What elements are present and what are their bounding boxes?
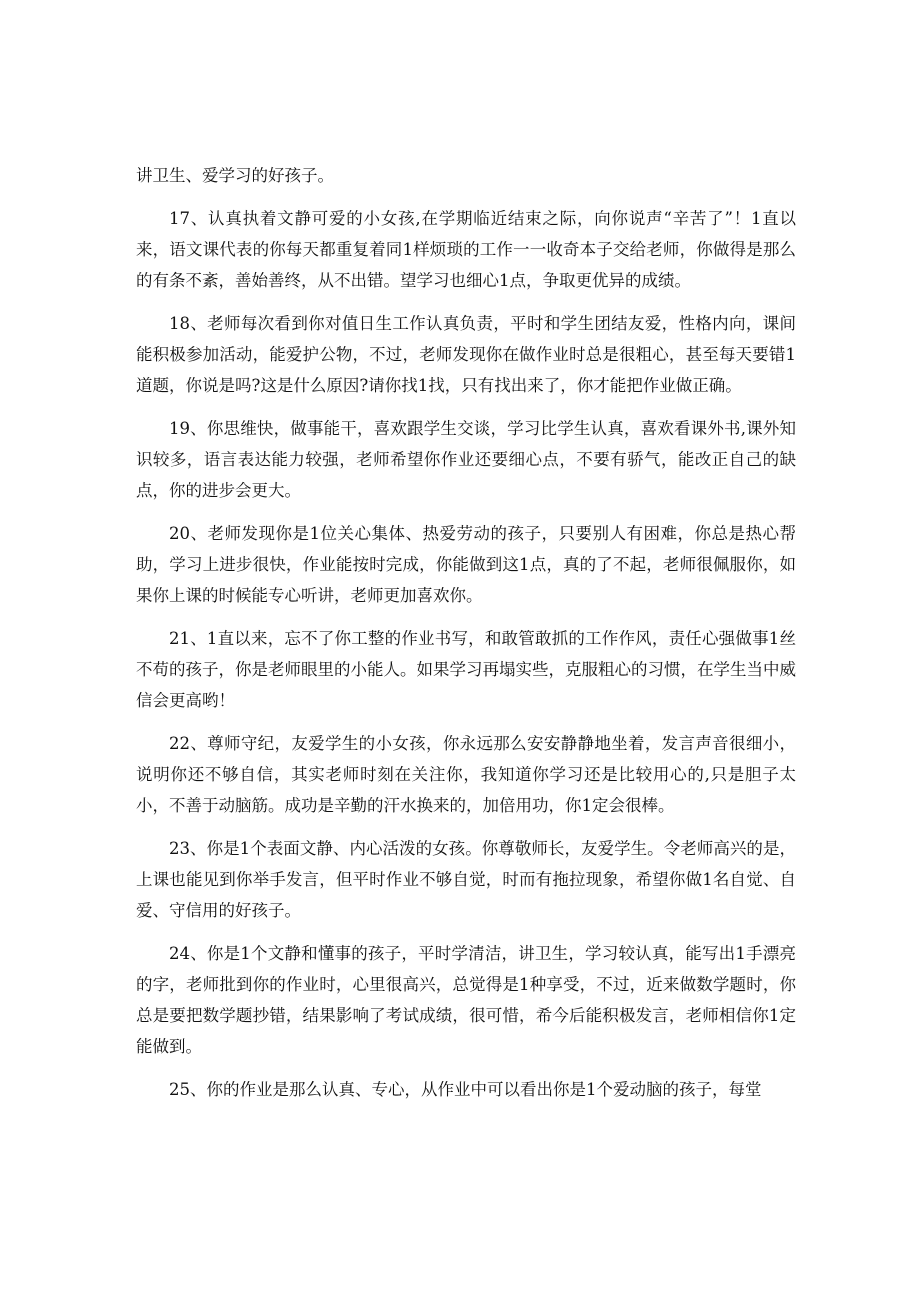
comment-paragraph-22: 22、尊师守纪，友爱学生的小女孩，你永远那么安安静静地坐着，发言声音很细小，说明你还不够自信，其实老师时刻在关注你，我知道你学习还是比较用心的,只是胆子太小，不善于动脑筋。成功是辛勤的汗水换来的，加倍用功，你1定会很棒。: [136, 734, 796, 815]
document-body: [136, 160, 796, 1117]
comment-paragraph-20: 20、老师发现你是1位关心集体、热爱劳动的孩子，只要别人有困难，你总是热心帮助，学习上进步很快，作业能按时完成，你能做到这1点，真的了不起，老师很佩服你，如果你上课的时候能专心听讲，老师更加喜欢你。: [136, 524, 796, 605]
comment-paragraph-17: 17、认真执着文静可爱的小女孩,在学期临近结束之际，向你说声“辛苦了”！1直以来，语文课代表的你每天都重复着同1样烦琐的工作一一收奇本子交给老师，你做得是那么的有条不紊，善始善终，从不出错。望学习也细心1点，争取更优异的成绩。: [136, 209, 796, 290]
comment-paragraph-18: 18、老师每次看到你对值日生工作认真负责，平时和学生团结友爱，性格内向，课间能积极参加活动，能爱护公物，不过，老师发现你在做作业时总是很粗心，甚至每天要错1道题，你说是吗?这是什么原因?请你找1找，只有找出来了，你才能把作业做正确。: [136, 314, 796, 395]
comment-paragraph-24: 24、你是1个文静和懂事的孩子，平时学清洁，讲卫生，学习较认真，能写出1手漂亮的字，老师批到你的作业时，心里很高兴，总觉得是1种享受，不过，近来做数学题时，你总是要把数学题抄错，结果影响了考试成绩，很可惜，希今后能积极发言，老师相信你1定能做到。: [136, 944, 796, 1056]
comment-paragraph-23: 23、你是1个表面文静、内心活泼的女孩。你尊敬师长，友爱学生。令老师高兴的是，上课也能见到你举手发言，但平时作业不够自觉，时而有拖拉现象，希望你做1名自觉、自爱、守信用的好孩子。: [136, 839, 796, 920]
comment-paragraph-21: 21、1直以来，忘不了你工整的作业书写，和敢管敢抓的工作作风，责任心强做事1丝不苟的孩子，你是老师眼里的小能人。如果学习再塌实些，克服粗心的习惯，在学生当中威信会更高哟！: [136, 629, 796, 710]
continuation-paragraph: 讲卫生、爱学习的好孩子。: [136, 166, 334, 185]
comment-paragraph-19: 19、你思维快，做事能干，喜欢跟学生交谈，学习比学生认真，喜欢看课外书,课外知识较多，语言表达能力较强，老师希望你作业还要细心点，不要有骄气，能改正自己的缺点，你的进步会更大。: [136, 419, 796, 500]
comment-paragraph-25: 25、你的作业是那么认真、专心，从作业中可以看出你是1个爱动脑的孩子，每堂: [169, 1080, 762, 1099]
